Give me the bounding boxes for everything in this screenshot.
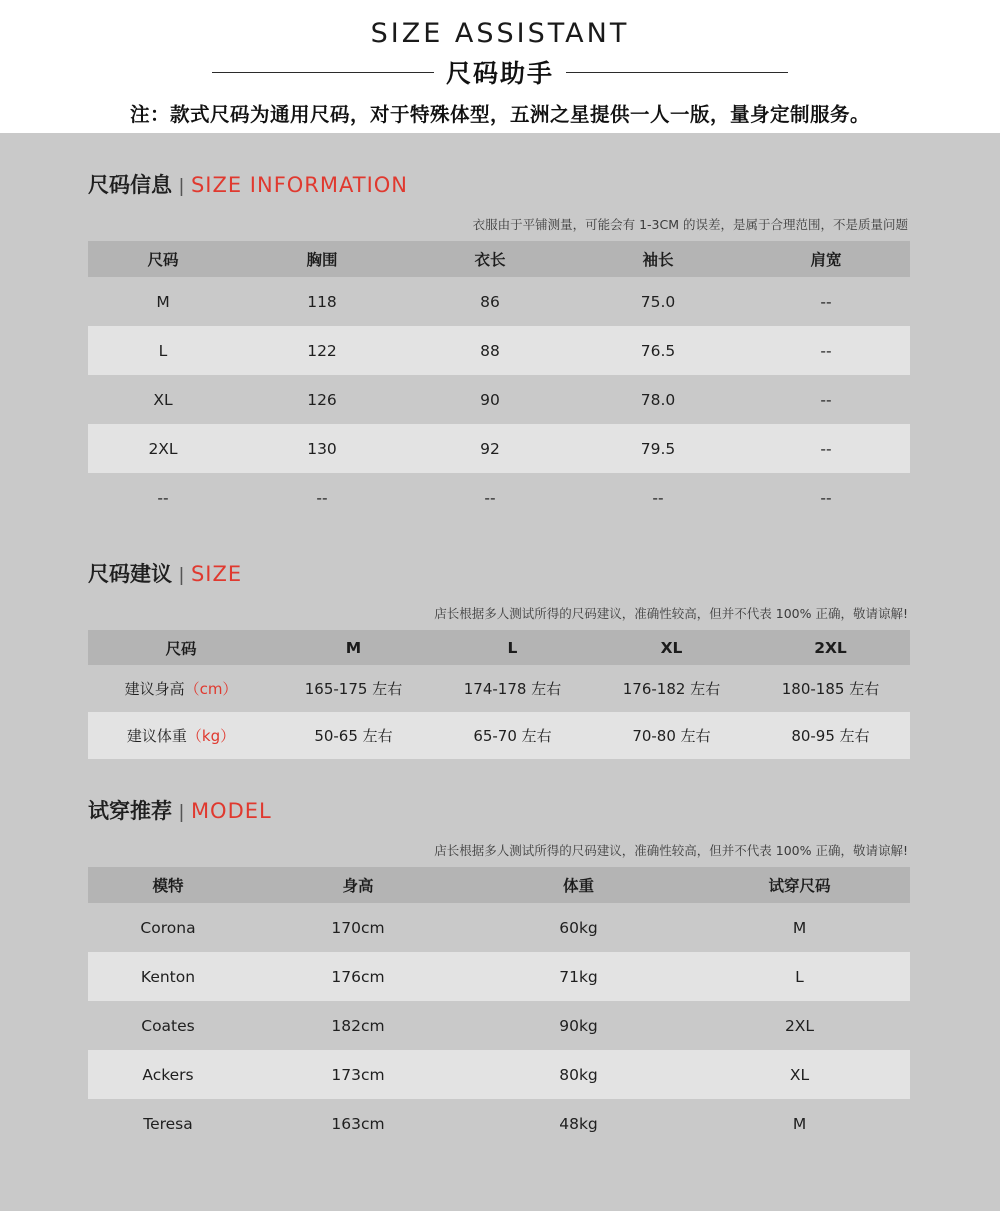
- table-row: [88, 473, 910, 522]
- size-info-heading-cn: 尺码信息: [88, 173, 172, 197]
- table-row: [88, 665, 910, 712]
- cell-model-weight: 60kg: [559, 918, 598, 937]
- cell-model-height: 176cm: [248, 952, 468, 1001]
- cell-model-size: XL: [689, 1050, 910, 1099]
- table-header-row: [88, 241, 910, 277]
- cell-bust: 118: [307, 292, 337, 311]
- table-row: [88, 952, 910, 1001]
- size-suggest-heading-separator: |: [179, 565, 184, 586]
- row-label-height-unit: （cm）: [184, 680, 238, 698]
- cell-size: 2XL: [88, 424, 238, 473]
- column-header: M: [274, 630, 433, 665]
- column-header: 袖长: [574, 241, 742, 277]
- title-rule-right: [566, 72, 788, 73]
- size-suggest-disclaimer: 店长根据多人测试所得的尺码建议，准确性较高，但并不代表 100% 正确，敬请谅解!: [434, 606, 908, 621]
- cell-sleeve: 79.5: [574, 424, 742, 473]
- table-row: [88, 1001, 910, 1050]
- cell-bust: --: [316, 488, 328, 507]
- cell-size: XL: [153, 390, 173, 409]
- model-heading-cn: 试穿推荐: [88, 799, 172, 823]
- table-row: [88, 375, 910, 424]
- size-info-heading-separator: |: [179, 176, 184, 197]
- header-note: 注：款式尺码为通用尺码，对于特殊体型，五洲之星提供一人一版，量身定制服务。: [129, 103, 870, 126]
- cell-model-size: M: [792, 1114, 807, 1133]
- row-label-weight: [88, 712, 274, 759]
- model-disclaimer: 店长根据多人测试所得的尺码建议，准确性较高，但并不代表 100% 正确，敬请谅解!: [434, 843, 908, 858]
- row-label-height-text: 建议身高: [124, 680, 185, 698]
- cell-bust: 130: [238, 424, 406, 473]
- table-header-row: [88, 867, 910, 903]
- cell-model-name: Ackers: [88, 1050, 248, 1099]
- cell-weight-m: 50-65 左右: [274, 712, 433, 759]
- cell-sleeve: --: [652, 488, 664, 507]
- page-header: [0, 0, 1000, 133]
- row-label-weight-unit: （kg）: [186, 727, 236, 745]
- content-inner: [0, 133, 1000, 1148]
- cell-length: 90: [480, 390, 500, 409]
- section-heading-size-suggest: [0, 558, 1000, 588]
- cell-height-m: 165-175 左右: [304, 680, 403, 698]
- cell-sleeve: 76.5: [574, 326, 742, 375]
- page-title-english: SIZE ASSISTANT: [370, 18, 630, 49]
- column-header: 尺码: [88, 630, 274, 665]
- cell-model-height: 182cm: [331, 1016, 385, 1035]
- table-header-row: [88, 630, 910, 665]
- table-row: [88, 712, 910, 759]
- table-row: [88, 1099, 910, 1148]
- column-header: L: [433, 630, 592, 665]
- title-rule-left: [212, 72, 434, 73]
- cell-height-l: 174-178 左右: [463, 680, 562, 698]
- cell-model-name: Kenton: [88, 952, 248, 1001]
- column-header: 胸围: [238, 241, 406, 277]
- size-info-heading-en: SIZE INFORMATION: [190, 173, 409, 197]
- section-heading-model: [0, 795, 1000, 825]
- cell-length: 88: [406, 326, 574, 375]
- cell-sleeve: 78.0: [640, 390, 676, 409]
- cell-length: 86: [480, 292, 500, 311]
- column-header: 尺码: [88, 241, 238, 277]
- column-header: 2XL: [751, 630, 910, 665]
- cell-model-name: Coates: [141, 1016, 195, 1035]
- cell-model-size: M: [792, 918, 807, 937]
- cell-bust: 126: [307, 390, 337, 409]
- column-header: 试穿尺码: [689, 867, 910, 903]
- cell-length: 92: [406, 424, 574, 473]
- page-title-chinese: 尺码助手: [445, 59, 554, 88]
- cell-shoulder: --: [820, 488, 832, 507]
- model-heading-separator: |: [179, 802, 184, 823]
- size-information-table: [88, 241, 910, 522]
- row-label-weight-text: 建议体重: [126, 727, 187, 745]
- column-header: 模特: [88, 867, 248, 903]
- cell-model-weight: 71kg: [468, 952, 689, 1001]
- row-label-height: [88, 665, 274, 712]
- cell-height-xl: 176-182 左右: [622, 680, 721, 698]
- cell-height-2xl: 180-185 左右: [781, 680, 880, 698]
- section-heading-size-information: [0, 169, 1000, 199]
- cell-model-name: Teresa: [143, 1114, 193, 1133]
- cell-model-name: Corona: [140, 918, 196, 937]
- column-header: XL: [592, 630, 751, 665]
- size-info-disclaimer: 衣服由于平铺测量，可能会有 1-3CM 的误差，是属于合理范围，不是质量问题: [472, 217, 908, 232]
- cell-shoulder: --: [742, 326, 910, 375]
- cell-weight-l: 65-70 左右: [433, 712, 592, 759]
- size-suggestion-table: [88, 630, 910, 759]
- cell-length: --: [484, 488, 496, 507]
- size-suggest-heading-cn: 尺码建议: [88, 562, 172, 586]
- cell-model-height: 170cm: [331, 918, 385, 937]
- cell-bust: 122: [238, 326, 406, 375]
- table-row: [88, 903, 910, 952]
- cell-model-height: 173cm: [248, 1050, 468, 1099]
- content-area: [0, 133, 1000, 1211]
- cell-shoulder: --: [820, 390, 832, 409]
- cell-shoulder: --: [742, 424, 910, 473]
- column-header: 衣长: [406, 241, 574, 277]
- column-header: 体重: [468, 867, 689, 903]
- cell-sleeve: 75.0: [640, 292, 676, 311]
- cell-weight-xl: 70-80 左右: [592, 712, 751, 759]
- size-suggest-heading-en: SIZE: [190, 562, 243, 586]
- cell-shoulder: --: [820, 292, 832, 311]
- cell-size: L: [88, 326, 238, 375]
- model-try-on-table: [88, 867, 910, 1148]
- cell-model-size: 2XL: [784, 1016, 815, 1035]
- cell-model-weight: 80kg: [468, 1050, 689, 1099]
- table-row: [88, 424, 910, 473]
- table-row: [88, 1050, 910, 1099]
- cell-model-weight: 48kg: [559, 1114, 598, 1133]
- column-header: 肩宽: [742, 241, 910, 277]
- model-heading-en: MODEL: [190, 799, 272, 823]
- cell-size: M: [156, 292, 170, 311]
- cell-weight-2xl: 80-95 左右: [751, 712, 910, 759]
- table-row: [88, 277, 910, 326]
- cell-model-size: L: [689, 952, 910, 1001]
- page-title-row: [0, 55, 1000, 89]
- table-row: [88, 326, 910, 375]
- column-header: 身高: [248, 867, 468, 903]
- cell-model-weight: 90kg: [559, 1016, 598, 1035]
- cell-model-height: 163cm: [331, 1114, 385, 1133]
- cell-size: --: [157, 488, 169, 507]
